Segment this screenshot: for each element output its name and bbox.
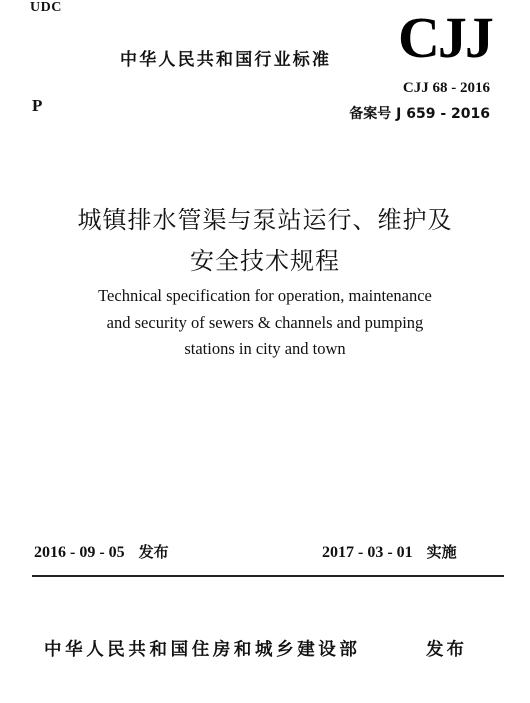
- record-number: 备案号 J 659 - 2016: [349, 106, 490, 122]
- issue-date-block: [34, 541, 169, 562]
- classification-code: P: [32, 96, 43, 115]
- effective-date-block: [322, 541, 457, 562]
- effective-label: 实施: [426, 543, 457, 561]
- standard-code: CJJ 68 - 2016: [402, 80, 490, 96]
- effective-date: 2017 - 03 - 01: [322, 544, 413, 561]
- publisher-name: 中华人民共和国住房和城乡建设部: [44, 640, 361, 660]
- title-en-line2: and security of sewers & channels and pumping: [106, 313, 424, 332]
- cjj-logo: [398, 5, 492, 70]
- title-cn-line1: 城镇排水管渠与泵站运行、维护及: [77, 206, 453, 234]
- issue-date: 2016 - 09 - 05: [34, 544, 125, 561]
- title-cn-line2: 安全技术规程: [190, 247, 340, 275]
- issue-label: 发布: [138, 543, 169, 561]
- logo-text: CJJ: [398, 5, 492, 70]
- title-en-line1: Technical specification for operation, maintenance: [98, 286, 432, 305]
- divider-rule: [32, 575, 504, 577]
- title-en-line3: stations in city and town: [184, 339, 346, 358]
- standard-type: 中华人民共和国行业标准: [120, 50, 332, 70]
- publish-label: 发布: [426, 640, 467, 660]
- udc-label: UDC: [30, 0, 62, 15]
